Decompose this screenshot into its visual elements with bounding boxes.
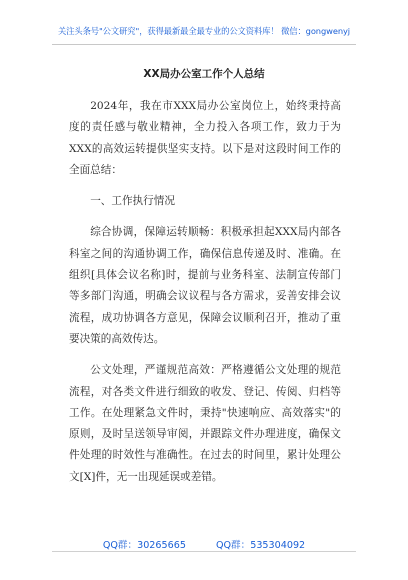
footer-qq-left: QQ群：30265665 bbox=[102, 540, 186, 551]
intro-paragraph: 2024年，我在市XXX局办公室岗位上，始终秉持高度的责任感与敬业精神，全力投入各项工作，致力于为XXX的高效运转提供坚实支持。以下是对这段时间工作的全面总结： bbox=[69, 100, 341, 176]
coordination-paragraph: 综合协调，保障运转顺畅：积极承担起XXX局内部各科室之间的沟通协调工作，确保信息传递及时、准确。在组织[具体会议名称]时，提前与业务科室、法制宣传部门等多部门沟通，明确会议议程与各方需求，妥善安排会议流程，成功协调各方意见，保障会议顺利召开，推动了重要决策的高效传达。 bbox=[69, 226, 341, 345]
header-divider bbox=[52, 44, 356, 45]
document-title: XX局办公室工作个人总结 bbox=[143, 68, 265, 80]
header-banner: 关注头条号"公文研究"，获得最新最全最专业的公文资料库！ 微信：gongwenyj bbox=[57, 26, 350, 36]
section-heading: 一、工作执行情况 bbox=[90, 195, 175, 208]
document-body bbox=[69, 96, 341, 498]
document-handling-paragraph: 公文处理，严谨规范高效：严格遵循公文处理的规范流程，对各类文件进行细致的收发、登记、传阅、归档等工作。在处理紧急文件时，秉持"快速响应、高效落实"的原则，及时呈送领导审阅，并跟踪文件办理进度，确保文件处理的时效性与准确性。在过去的时间里，累计处理公文[X]件，无一出现延误或差错。 bbox=[69, 364, 341, 483]
footer bbox=[0, 537, 408, 551]
footer-divider bbox=[52, 551, 356, 552]
footer-qq-right: QQ群：535304092 bbox=[215, 540, 306, 551]
